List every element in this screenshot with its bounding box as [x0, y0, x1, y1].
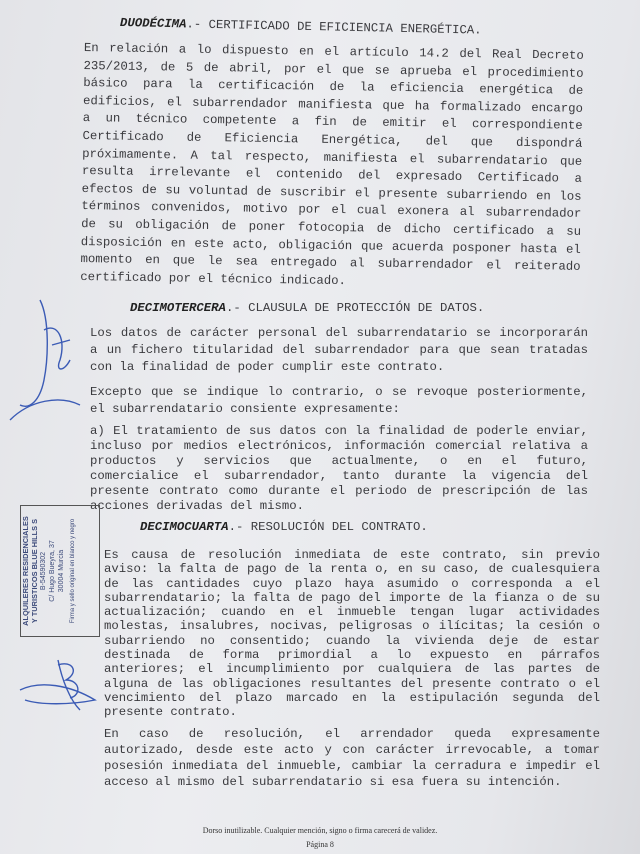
text-line: incluso por medios electrónicos, información comercial relativa a: [90, 439, 588, 453]
clause-number: DECIMOTERCERA: [130, 301, 226, 315]
clause-number: DECIMOCUARTA: [140, 520, 229, 534]
text-line: productos y servicios que actualmente, o en el futuro,: [90, 454, 588, 468]
text-line: de su obligación de poner fotocopia de dicho certificado a su: [81, 216, 582, 239]
clause-title: .- CLAUSULA DE PROTECCIÓN DE DATOS.: [225, 301, 485, 315]
stamp-line: C/ Hugo Bueyra, 37: [49, 540, 56, 602]
stamp-line: 30004 Murcia: [58, 549, 65, 593]
page-number: Página 8: [306, 840, 334, 849]
text-line: Excepto que se indique lo contrario, o se revoque posteriormente,: [90, 385, 588, 399]
text-line: con la finalidad de poder cumplir este contrato.: [90, 360, 445, 374]
text-line: En relación a lo dispuesto en el artículo 14.2 del Real Decreto: [83, 40, 584, 63]
text-line: a un fichero titularidad del subarrendador para que sean tratadas: [90, 343, 588, 357]
text-line: próximamente. A tal respecto, manifiesta el subarrendatario que: [82, 146, 583, 169]
stamp-line: Y TURISTICOS BLUE HILLS S: [30, 518, 39, 624]
text-line: edificios, el subarrendador manifiesta que ha formalizado encargo: [82, 93, 584, 116]
signature-bottom-icon: [20, 660, 95, 710]
text-line: efectos de su voluntad de suscribir el presente subarriendo en los: [81, 181, 582, 204]
text-line: subarrendatario; la falta de pago del importe de la fianza o de su: [104, 590, 600, 605]
text-line: disposición en este acto, obligación que acuerda posponer hasta el: [80, 234, 581, 257]
text-line: acceso al mismo del subarrendatario si esa fuera su intención.: [104, 775, 562, 789]
text-line: Certificado de Eficiencia Energética, del que dispondrá: [82, 128, 583, 151]
text-line: vencimiento del plazo marcado en la estipulación segunda del: [104, 690, 600, 705]
text-line: destinada de forma primordial a lo expuesto en párrafos: [104, 648, 600, 663]
text-line: subarriendo no consentido; cuando la vivienda deje de estar: [104, 633, 600, 648]
stamp-line: B-54590302: [40, 551, 47, 591]
text-line: posesión inmediata del inmueble, cambiar la cerradura e impedir el: [104, 759, 600, 773]
text-line: Los datos de carácter personal del subarrendatario se incorporarán: [90, 326, 588, 340]
text-line: el subarrendatario consiente expresamente:: [90, 402, 400, 416]
text-line: términos convenidos, motivo por el cual exonera al subarrendador: [81, 199, 582, 222]
text-line: molestas, insalubres, nocivas, peligrosas o ilícitas; la cesión o: [104, 619, 600, 634]
text-line: de las cantidades cuyo plazo haya asumido o corresponda a el: [104, 576, 600, 591]
text-line: a) El tratamiento de sus datos con la finalidad de poderle enviar,: [90, 424, 588, 438]
text-line: anteriores; el incumplimiento por cualquiera de las partes de: [104, 662, 600, 677]
text-line: presente contrato.: [104, 705, 237, 720]
clause-title: .- CERTIFICADO DE EFICIENCIA ENERGÉTICA.: [186, 17, 482, 38]
text-line: certificado por el técnico indicado.: [80, 269, 347, 288]
clause-title: .- RESOLUCIÓN DEL CONTRATO.: [228, 520, 428, 534]
text-line: autorizado, desde este acto y con carácter irrevocable, a tomar: [104, 743, 600, 757]
text-line: alguna de las obligaciones resultantes del presente contrato o el: [104, 676, 600, 691]
stamp-line: ALQUILERES RESIDENCIALES: [21, 516, 30, 626]
text-line: básico para la certificación de la eficiencia energética de: [83, 76, 584, 99]
text-line: Es causa de resolución inmediata de este contrato, sin previo: [104, 548, 600, 562]
text-line: presente contrato como durante el periodo de prescripción de las: [90, 484, 588, 498]
text-line: resulta irrelevante el contenido del expresado Certificado a: [81, 164, 582, 186]
clause-number: DUODÉCIMA: [119, 16, 187, 32]
text-line: 235/2013, de 5 de abril, por el que se aprueba el procedimiento: [83, 58, 584, 81]
text-line: aviso: la falta de pago de la renta o, en su caso, de cualesquiera: [104, 562, 600, 577]
stamp-note: Firma y sello original en blanco y negro: [70, 518, 76, 624]
text-line: comercialice el subarrendador, tanto durante la vigencia del: [90, 469, 588, 483]
text-line: momento en que le sea entregado al subarrendador el reiterado: [80, 252, 581, 274]
text-line: a un técnico competente a fin de emitir el correspondiente: [82, 111, 583, 134]
text-line: En caso de resolución, el arrendador queda expresamente: [104, 727, 600, 741]
footer-notice: Dorso inutilizable. Cualquier mención, signo o firma carecerá de validez.: [202, 826, 438, 835]
text-line: acciones derivadas del mismo.: [90, 499, 305, 513]
text-line: actualización; cuando en el inmueble tengan lugar actividades: [104, 605, 600, 620]
signature-top-icon: [10, 300, 80, 420]
